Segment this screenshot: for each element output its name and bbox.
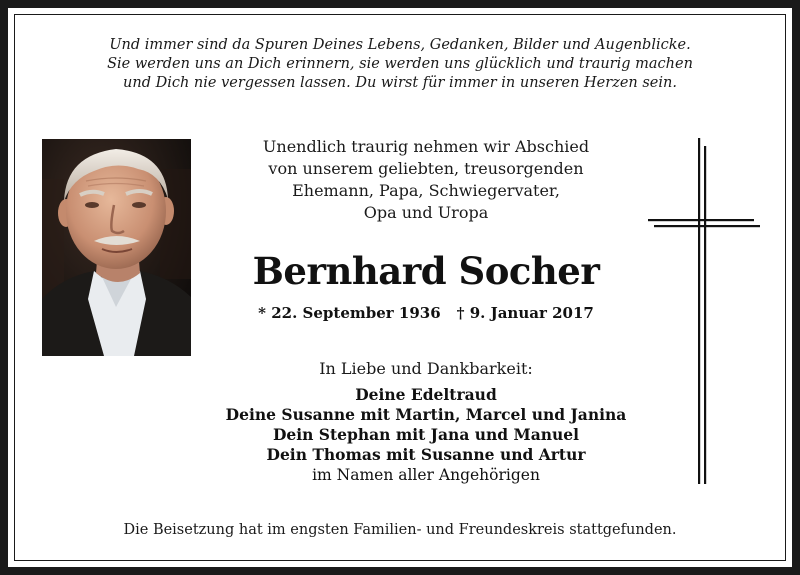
death-date: † 9. Januar 2017 [456, 304, 594, 322]
cross-icon [648, 138, 760, 488]
quote-line: Sie werden uns an Dich erinnern, sie werden uns glücklich und traurig machen [107, 56, 693, 72]
life-dates [208, 303, 644, 323]
funeral-note: Die Beisetzung hat im engsten Familien- und Freundeskreis stattgefunden. [123, 522, 677, 538]
mourners-closing: im Namen aller Angehörigen [312, 466, 540, 484]
farewell-intro [208, 136, 644, 224]
thanks-line: In Liebe und Dankbarkeit: [319, 359, 533, 378]
mourner-line: Dein Thomas mit Susanne und Artur [266, 445, 586, 464]
memorial-quote [8, 36, 792, 93]
portrait-image [42, 139, 191, 356]
deceased-name: Bernhard Socher [252, 249, 600, 293]
intro-line: Unendlich traurig nehmen wir Abschied [262, 137, 590, 156]
mourner-line: Dein Stephan mit Jana und Manuel [272, 425, 580, 444]
intro-line: Ehemann, Papa, Schwiegervater, [292, 181, 560, 200]
mourner-line: Deine Edeltraud [355, 385, 497, 404]
mourners-list [158, 385, 694, 485]
portrait-photo [42, 139, 191, 356]
birth-date: * 22. September 1936 [258, 304, 441, 322]
intro-line: Opa und Uropa [363, 203, 489, 222]
mourner-line: Deine Susanne mit Martin, Marcel und Janina [225, 405, 627, 424]
intro-line: von unserem geliebten, treusorgenden [268, 159, 584, 178]
quote-line: und Dich nie vergessen lassen. Du wirst für immer in unseren Herzen sein. [123, 75, 677, 91]
quote-line: Und immer sind da Spuren Deines Lebens, Gedanken, Bilder und Augenblicke. [109, 37, 691, 53]
